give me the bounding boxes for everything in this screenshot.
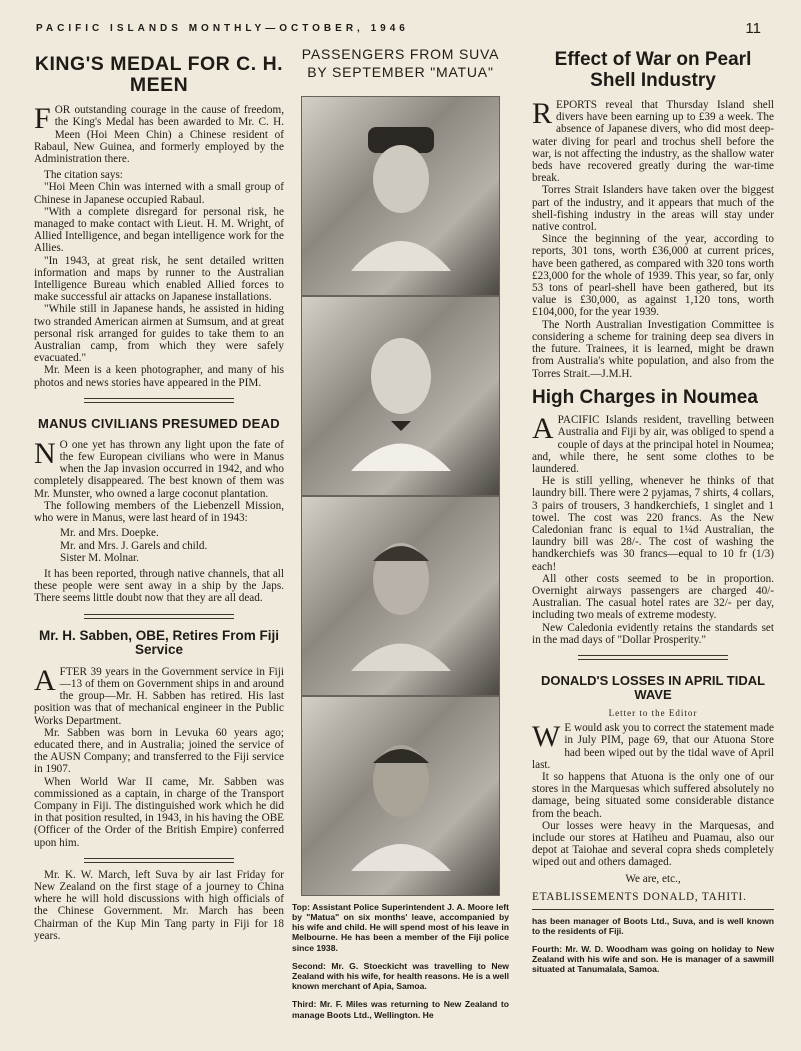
drop-cap: N (34, 436, 56, 470)
middle-column (292, 46, 509, 1045)
paragraph: "Hoi Meen Chin was interned with a small group of Chinese in Japanese occupied Rabaul. (34, 181, 284, 206)
portrait-silhouette-icon (346, 321, 456, 471)
paragraph: It so happens that Atuona is the only one of our stores in the Marquesas which suffered absolutely no damage, being situated some considerable distance from the beach. (532, 770, 774, 820)
paragraph: All other costs seemed to be in proportion. Overnight airways passengers are charged 40/- Australian. The casual hotel rates are 32/- per day, including two meals of extreme modesty. (532, 572, 774, 622)
page-number: 11 (745, 19, 761, 37)
paragraph: W E would ask you to correct the statement made in July PIM, page 69, that our Atuona Store had been wiped out by the tidal wave of April last. (532, 720, 774, 771)
list-item: Mr. and Mrs. J. Garels and child. (60, 539, 208, 552)
divider-rule (532, 909, 774, 910)
paragraph: The citation says: (44, 169, 123, 182)
paragraph: "With a complete disregard for personal risk, he managed to make contact with Lieut. H. M. Wright, of Allied Intelligence, and began intelligence work for the Allies. (34, 205, 284, 255)
caption-top: Top: Assistant Police Superintendent J. A. Moore left by "Matua" on six months' leave, accompanied by his wife and child. He will spend most of his leave in Melbourne. He has been a member of the Fiji police since 1938. (292, 901, 509, 953)
photo-portrait-2 (301, 296, 500, 496)
paragraph: Our losses were heavy in the Marquesas, and include our stores at Hatiheu and Puamau, also our depot at Taiohae and several copra sheds completely wiped out and others damaged. (532, 819, 774, 869)
paragraph: The following members of the Liebenzell Mission, who were in Manus, were last heard of in 1943: (34, 499, 284, 525)
article-pearl-shell (532, 50, 774, 380)
photo-portrait-1 (301, 96, 500, 296)
photo-captions (292, 902, 509, 1020)
letter-signature: ETABLISSEMENTS DONALD, TAHITI. (532, 890, 747, 903)
names-list (34, 527, 284, 565)
paragraph: FOR outstanding courage in the cause of freedom, the King's Medal has been awarded to Mr. C. H. Meen (Hoi Meen Chin) a Chinese resident of Rabaul, New Guinea, and formerly employed by the Administration there. (34, 102, 284, 165)
headline-kings-medal: KING'S MEDAL FOR C. H. MEEN (34, 53, 284, 97)
right-column (532, 46, 774, 1045)
headline-pearl-shell: Effect of War on Pearl Shell Industry (554, 49, 752, 91)
caption-third-cont: has been manager of Boots Ltd., Suva, and is well known to the residents of Fiji. (532, 915, 774, 936)
caption-second: Second: Mr. G. Stoeckicht was travelling to New Zealand with his wife, for health reasons. He is a well known merchant of Apia, Samoa. (292, 960, 509, 992)
letter-closing: We are, etc., (625, 872, 681, 885)
divider-rule (84, 398, 234, 403)
paragraph: APACIFIC Islands resident, travelling between Australia and Fiji by air, was obliged to spend a couple of days at the principal hotel in Noumea; and, while there, he sent some clothes to be laundered. (532, 412, 774, 476)
running-header (36, 18, 761, 38)
paragraph: The North Australian Investigation Committee is considering a scheme for training deep sea divers in the future. Trainees, it is learned, might be drawn from Australia's white population, and also from the Torres Strait.—J.M.H. (532, 318, 774, 380)
drop-cap: A (34, 663, 56, 697)
left-column (34, 46, 284, 1045)
paragraph: When World War II came, Mr. Sabben was commissioned as a captain, in charge of the Transport Company in Fiji. The distinguished work which he did in that position resulted, in 1943, in his having the OBE (Officer of the Order of the British Empire) conferred upon him. (34, 775, 284, 849)
paragraph: He is still yelling, whenever he thinks of that laundry bill. There were 2 pyjamas, 7 shirts, 4 collars, 3 pairs of trousers, 3 handkerchiefs, 1 singlet and 1 towel. The cost was 220 francs. As the New Caledonian franc is equal to 1¼d Australian, the laundry bill was 28/-. The cost of washing the handkerchiefs was 30 francs—equal to 10 fr (1/3) each! (532, 475, 774, 573)
subtitle-letter: Letter to the Editor (608, 708, 698, 719)
article-kings-medal (34, 54, 284, 403)
photo-portrait-4 (301, 696, 500, 896)
portrait-silhouette-icon (346, 121, 456, 271)
paragraph: AFTER 39 years in the Government service in Fiji—13 of them on Government ships in and around the group—Mr. H. Sabben has retired. His last position was that of mechanical engineer in the Public Works Department. (34, 663, 284, 727)
drop-cap: W (532, 720, 561, 754)
paragraph: Mr. Sabben was born in Levuka 60 years ago; educated there, and in Australia; joined the service of the AUSN Company; and transferred to the Fiji service in 1907. (34, 726, 284, 776)
paragraph: REPORTS reveal that Thursday Island shell divers have been earning up to £39 a week. The absence of Japanese divers, who did most deep-water diving for pearl and trochus shell before the war, is not affecting the industry, as the shallow water beds have recovered greatly during the war-time break. (532, 97, 774, 185)
divider-rule (578, 655, 728, 660)
divider-rule (84, 858, 234, 863)
article-donald (532, 674, 774, 910)
article-sabben (34, 629, 284, 863)
portrait-silhouette-icon (346, 521, 456, 671)
paragraph: Since the beginning of the year, according to reports, 301 tons, worth £36,000 at current prices, have been gathered, as compared with 320 tons worth £23,000 for the whole of 1939. This year, so far, only 53 tons of pearl-shell have been gathered, but its value is £30,000, as against 1,120 tons, worth £104,000, for the year 1939. (532, 233, 774, 319)
drop-cap: A (532, 412, 554, 446)
headline-donald: DONALD'S LOSSES IN APRIL TIDAL WAVE (540, 673, 766, 703)
paragraph: N O one yet has thrown any light upon the fate of the few European civilians who were in Manus when the Jap invasion occurred in 1942, and who completely disappeared. The best known of them was Mr. Munster, who owned a large coconut plantation. (34, 436, 284, 500)
photo-stack (292, 96, 509, 896)
photo-captions-continued (532, 916, 774, 975)
headline-sabben: Mr. H. Sabben, OBE, Retires From Fiji Service (38, 627, 280, 658)
article-march (34, 869, 284, 942)
drop-cap: R (532, 97, 553, 131)
article-manus (34, 417, 284, 619)
caption-fourth: Fourth: Mr. W. D. Woodham was going on holiday to New Zealand with his wife and son. He is manager of a sawmill situated at Tanumalala, Samoa. (532, 943, 774, 975)
headline-noumea: High Charges in Noumea (532, 386, 758, 408)
caption-third: Third: Mr. F. Miles was returning to New Zealand to manage Boots Ltd., Wellington. He (292, 999, 509, 1020)
running-title: PACIFIC ISLANDS MONTHLY—OCTOBER, 1946 (36, 22, 409, 34)
headline-manus: MANUS CIVILIANS PRESUMED DEAD (38, 415, 280, 431)
list-item: Mr. and Mrs. Doepke. (60, 527, 159, 540)
paragraph: Mr. K. W. March, left Suva by air last Friday for New Zealand on the first stage of a journey to China where he will hold discussions with high officials of the Chinese Government. Mr. March has been Chairman of the Kup Min Tang party in Fiji for 18 years. (34, 868, 284, 942)
paragraph: Torres Strait Islanders have taken over the biggest part of the industry, and it appears that much of the shell-fishing industry in the areas will stay under native control. (532, 184, 774, 234)
portrait-silhouette-icon (346, 721, 456, 871)
list-item: Sister M. Molnar. (60, 552, 139, 565)
paragraph: "In 1943, at great risk, he sent detailed written information and maps by runner to the Australian Intelligence Bureau which enabled Allied forces to make successful air attacks on Japanese installations. (34, 254, 284, 304)
headline-passengers: PASSENGERS FROM SUVA BY SEPTEMBER "MATUA" (301, 46, 500, 80)
divider-rule (84, 614, 234, 619)
drop-cap: F (34, 102, 51, 136)
article-noumea (532, 388, 774, 660)
paragraph: "While still in Japanese hands, he assisted in hiding two stranded American airmen at Sumsum, and at great personal risk arranged for guides to take them to an Australian camp, from which they were safely evacuated." (34, 303, 284, 365)
paragraph: Mr. Meen is a keen photographer, and many of his photos and news stories have appeared in the PIM. (34, 364, 284, 389)
photo-portrait-3 (301, 496, 500, 696)
paragraph: It has been reported, through native channels, that all these people were sent away in a ship by the Japs. There seems little doubt now that they are all dead. (34, 568, 284, 605)
paragraph: New Caledonia evidently retains the standards set in the mad days of "Dollar Prosperity." (532, 621, 774, 646)
